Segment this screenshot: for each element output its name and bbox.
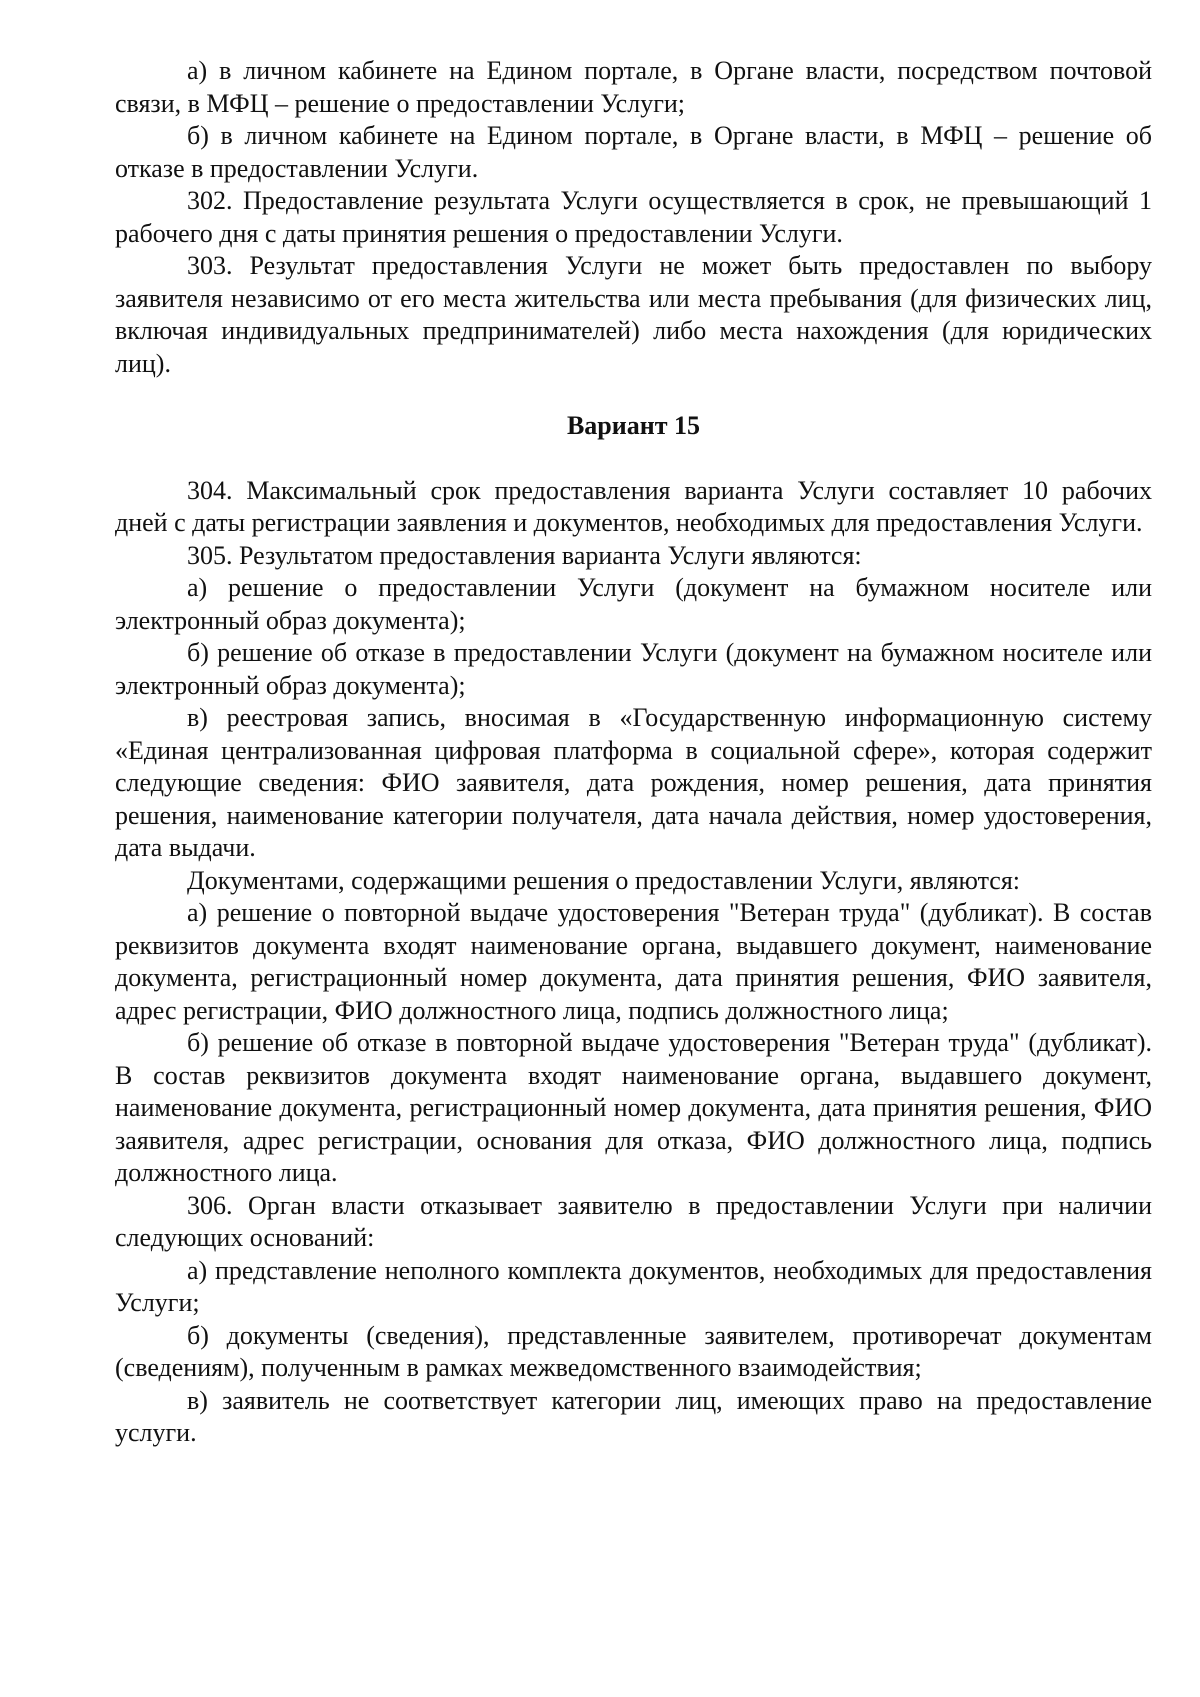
document-page	[115, 55, 1152, 1450]
paragraph-305-b: б) решение об отказе в предоставлении Услуги (документ на бумажном носителе или электронный образ документа);	[115, 638, 1152, 700]
paragraph-306-b: б) документы (сведения), представленные заявителем, противоречат документам (сведениям), полученным в рамках межведомственного взаимодействия;	[115, 1320, 1152, 1382]
paragraph-306: 306. Орган власти отказывает заявителю в предоставлении Услуги при наличии следующих оснований:	[115, 1190, 1152, 1252]
paragraph-documents-b: б) решение об отказе в повторной выдаче удостоверения "Ветеран труда" (дубликат). В состав реквизитов документа входят наименование органа, выдавшего документ, наименование документа, регистрационный номер документа, дата принятия решения, ФИО заявителя, адрес регистрации, основания для отказа, ФИО должностного лица, подпись должностного лица.	[115, 1028, 1152, 1187]
paragraph-option-a-result-delivery: а) в личном кабинете на Едином портале, в Органе власти, посредством почтовой связи, в МФЦ – решение о предоставлении Услуги;	[115, 56, 1152, 118]
paragraph-304: 304. Максимальный срок предоставления варианта Услуги составляет 10 рабочих дней с даты регистрации заявления и документов, необходимых для предоставления Услуги.	[115, 475, 1152, 537]
paragraph-306-a: а) представление неполного комплекта документов, необходимых для предоставления Услуги;	[115, 1255, 1152, 1317]
section-heading: Вариант 15	[566, 411, 701, 440]
paragraph-302: 302. Предоставление результата Услуги осуществляется в срок, не превышающий 1 рабочего дня с даты принятия решения о предоставлении Услуги.	[115, 186, 1152, 248]
paragraph-documents-a: а) решение о повторной выдаче удостоверения "Ветеран труда" (дубликат). В состав реквизитов документа входят наименование органа, выдавшего документ, наименование документа, регистрационный номер документа, дата принятия решения, ФИО заявителя, адрес регистрации, ФИО должностного лица, подпись должностного лица;	[115, 898, 1152, 1025]
paragraph-305-v: в) реестровая запись, вносимая в «Государственную информационную систему «Единая централизованная цифровая платформа в социальной сфере», которая содержит следующие сведения: ФИО заявителя, дата рождения, номер решения, дата принятия решения, наименование категории получателя, дата начала действия, номер удостоверения, дата выдачи.	[115, 703, 1152, 862]
paragraph-documents-intro: Документами, содержащими решения о предоставлении Услуги, являются:	[187, 865, 1021, 895]
paragraph-305-a: а) решение о предоставлении Услуги (документ на бумажном носителе или электронный образ документа);	[115, 573, 1152, 635]
paragraph-option-b-refusal-delivery: б) в личном кабинете на Едином портале, в Органе власти, в МФЦ – решение об отказе в предоставлении Услуги.	[115, 121, 1152, 183]
paragraph-303: 303. Результат предоставления Услуги не может быть предоставлен по выбору заявителя независимо от его места жительства или места пребывания (для физических лиц, включая индивидуальных предпринимателей) либо места нахождения (для юридических лиц).	[115, 251, 1152, 378]
paragraph-306-v: в) заявитель не соответствует категории лиц, имеющих право на предоставление услуги.	[115, 1385, 1152, 1447]
paragraph-305: 305. Результатом предоставления варианта Услуги являются:	[187, 540, 862, 570]
